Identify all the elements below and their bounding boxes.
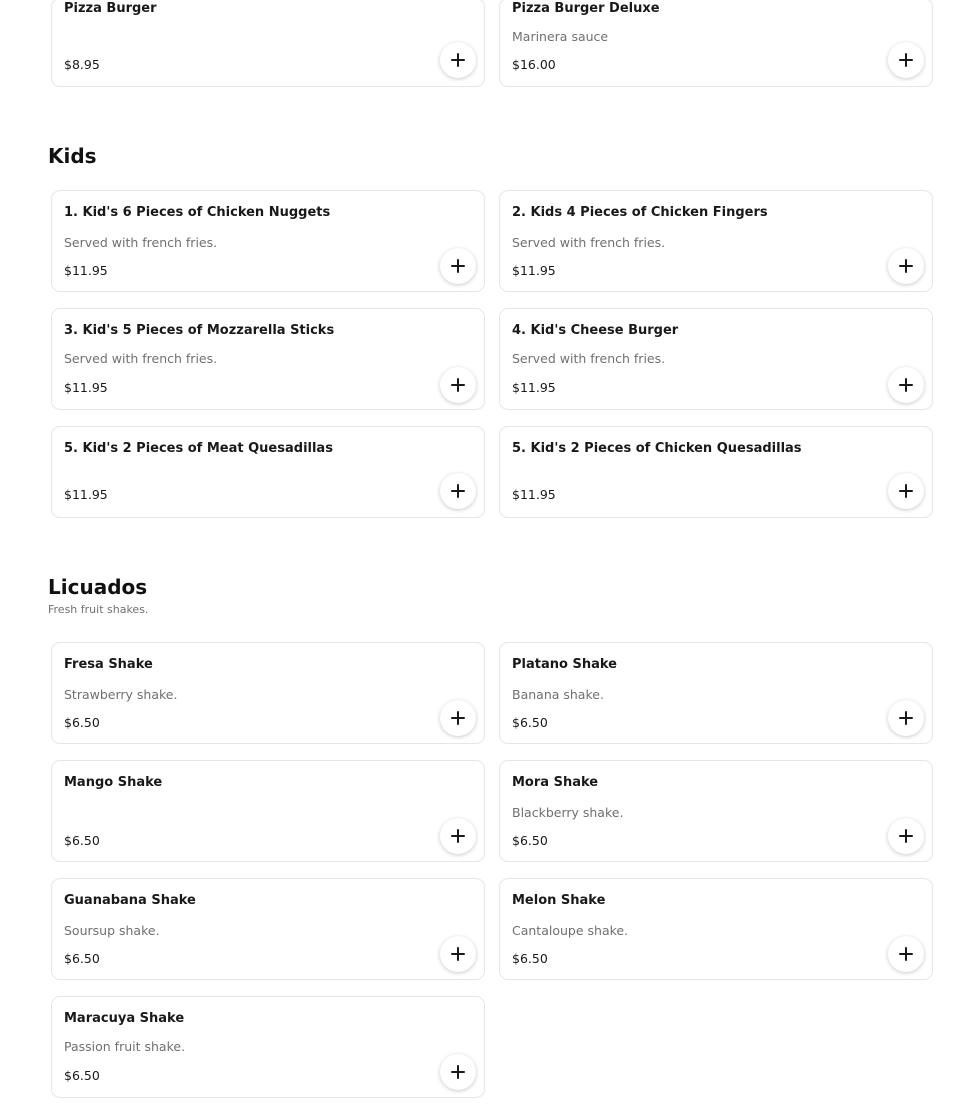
item-description: Marinera sauce	[512, 29, 609, 44]
item-price: $11.95	[512, 263, 556, 278]
menu-item-card[interactable]	[499, 760, 933, 862]
plus-icon	[898, 828, 914, 844]
add-item-button[interactable]	[888, 248, 924, 284]
item-price: $11.95	[64, 487, 108, 502]
item-name: 2. Kids 4 Pieces of Chicken Fingers	[512, 205, 768, 220]
menu-item-card[interactable]	[51, 190, 485, 292]
item-name: 1. Kid's 6 Pieces of Chicken Nuggets	[64, 205, 331, 220]
menu-item-card[interactable]	[499, 878, 933, 980]
item-name: 5. Kid's 2 Pieces of Chicken Quesadillas	[512, 441, 802, 456]
plus-icon	[898, 52, 914, 68]
item-price: $8.95	[64, 57, 100, 72]
plus-icon	[898, 258, 914, 274]
add-item-button[interactable]	[440, 42, 476, 78]
plus-icon	[450, 710, 466, 726]
item-price: $11.95	[512, 487, 556, 502]
plus-icon	[450, 1064, 466, 1080]
section-subtitle-licuados: Fresh fruit shakes.	[48, 603, 149, 616]
plus-icon	[450, 377, 466, 393]
plus-icon	[898, 483, 914, 499]
item-description: Cantaloupe shake.	[512, 923, 629, 938]
plus-icon	[450, 828, 466, 844]
item-price: $6.50	[64, 951, 100, 966]
item-name: 3. Kid's 5 Pieces of Mozzarella Sticks	[64, 323, 335, 338]
add-item-button[interactable]	[888, 818, 924, 854]
item-price: $16.00	[512, 57, 556, 72]
plus-icon	[450, 52, 466, 68]
plus-icon	[450, 258, 466, 274]
item-name: Maracuya Shake	[64, 1011, 185, 1026]
menu-item-card[interactable]	[499, 308, 933, 410]
item-description: Served with french fries.	[512, 351, 666, 366]
item-price: $6.50	[64, 715, 100, 730]
item-price: $6.50	[512, 715, 548, 730]
add-item-button[interactable]	[888, 936, 924, 972]
plus-icon	[450, 946, 466, 962]
item-name: Pizza Burger	[64, 1, 157, 16]
item-description: Soursup shake.	[64, 923, 160, 938]
item-name: Melon Shake	[512, 893, 606, 908]
item-description: Served with french fries.	[64, 351, 218, 366]
item-name: 5. Kid's 2 Pieces of Meat Quesadillas	[64, 441, 333, 456]
menu-item-card[interactable]	[499, 0, 933, 87]
item-description: Passion fruit shake.	[64, 1039, 186, 1054]
menu-item-card[interactable]	[51, 0, 485, 87]
item-price: $6.50	[64, 833, 100, 848]
plus-icon	[898, 946, 914, 962]
add-item-button[interactable]	[888, 700, 924, 736]
section-title-licuados: Licuados	[48, 575, 148, 599]
item-description: Banana shake.	[512, 687, 604, 702]
item-price: $11.95	[64, 380, 108, 395]
item-name: 4. Kid's Cheese Burger	[512, 323, 679, 338]
plus-icon	[450, 483, 466, 499]
menu-item-card[interactable]	[51, 308, 485, 410]
menu-item-card[interactable]	[499, 426, 933, 518]
item-name: Guanabana Shake	[64, 893, 196, 908]
menu-item-card[interactable]	[51, 426, 485, 518]
item-price: $6.50	[512, 833, 548, 848]
item-description: Served with french fries.	[512, 235, 666, 250]
item-name: Pizza Burger Deluxe	[512, 1, 660, 16]
item-description: Served with french fries.	[64, 235, 218, 250]
item-price: $6.50	[512, 951, 548, 966]
add-item-button[interactable]	[888, 367, 924, 403]
plus-icon	[898, 710, 914, 726]
item-name: Mora Shake	[512, 775, 599, 790]
item-description: Strawberry shake.	[64, 687, 178, 702]
add-item-button[interactable]	[440, 367, 476, 403]
add-item-button[interactable]	[440, 1054, 476, 1090]
item-price: $11.95	[64, 263, 108, 278]
add-item-button[interactable]	[440, 818, 476, 854]
section-title-kids: Kids	[48, 144, 97, 168]
item-description: Blackberry shake.	[512, 805, 624, 820]
menu-item-card[interactable]	[51, 878, 485, 980]
item-price: $11.95	[512, 380, 556, 395]
item-name: Platano Shake	[512, 657, 617, 672]
menu-item-card[interactable]	[51, 996, 485, 1098]
item-name: Mango Shake	[64, 775, 163, 790]
add-item-button[interactable]	[440, 700, 476, 736]
menu-item-card[interactable]	[499, 190, 933, 292]
add-item-button[interactable]	[888, 42, 924, 78]
menu-item-card[interactable]	[51, 642, 485, 744]
item-name: Fresa Shake	[64, 657, 153, 672]
item-price: $6.50	[64, 1068, 100, 1083]
menu-item-card[interactable]	[499, 642, 933, 744]
plus-icon	[898, 377, 914, 393]
add-item-button[interactable]	[440, 936, 476, 972]
add-item-button[interactable]	[440, 248, 476, 284]
add-item-button[interactable]	[440, 473, 476, 509]
menu-item-card[interactable]	[51, 760, 485, 862]
add-item-button[interactable]	[888, 473, 924, 509]
